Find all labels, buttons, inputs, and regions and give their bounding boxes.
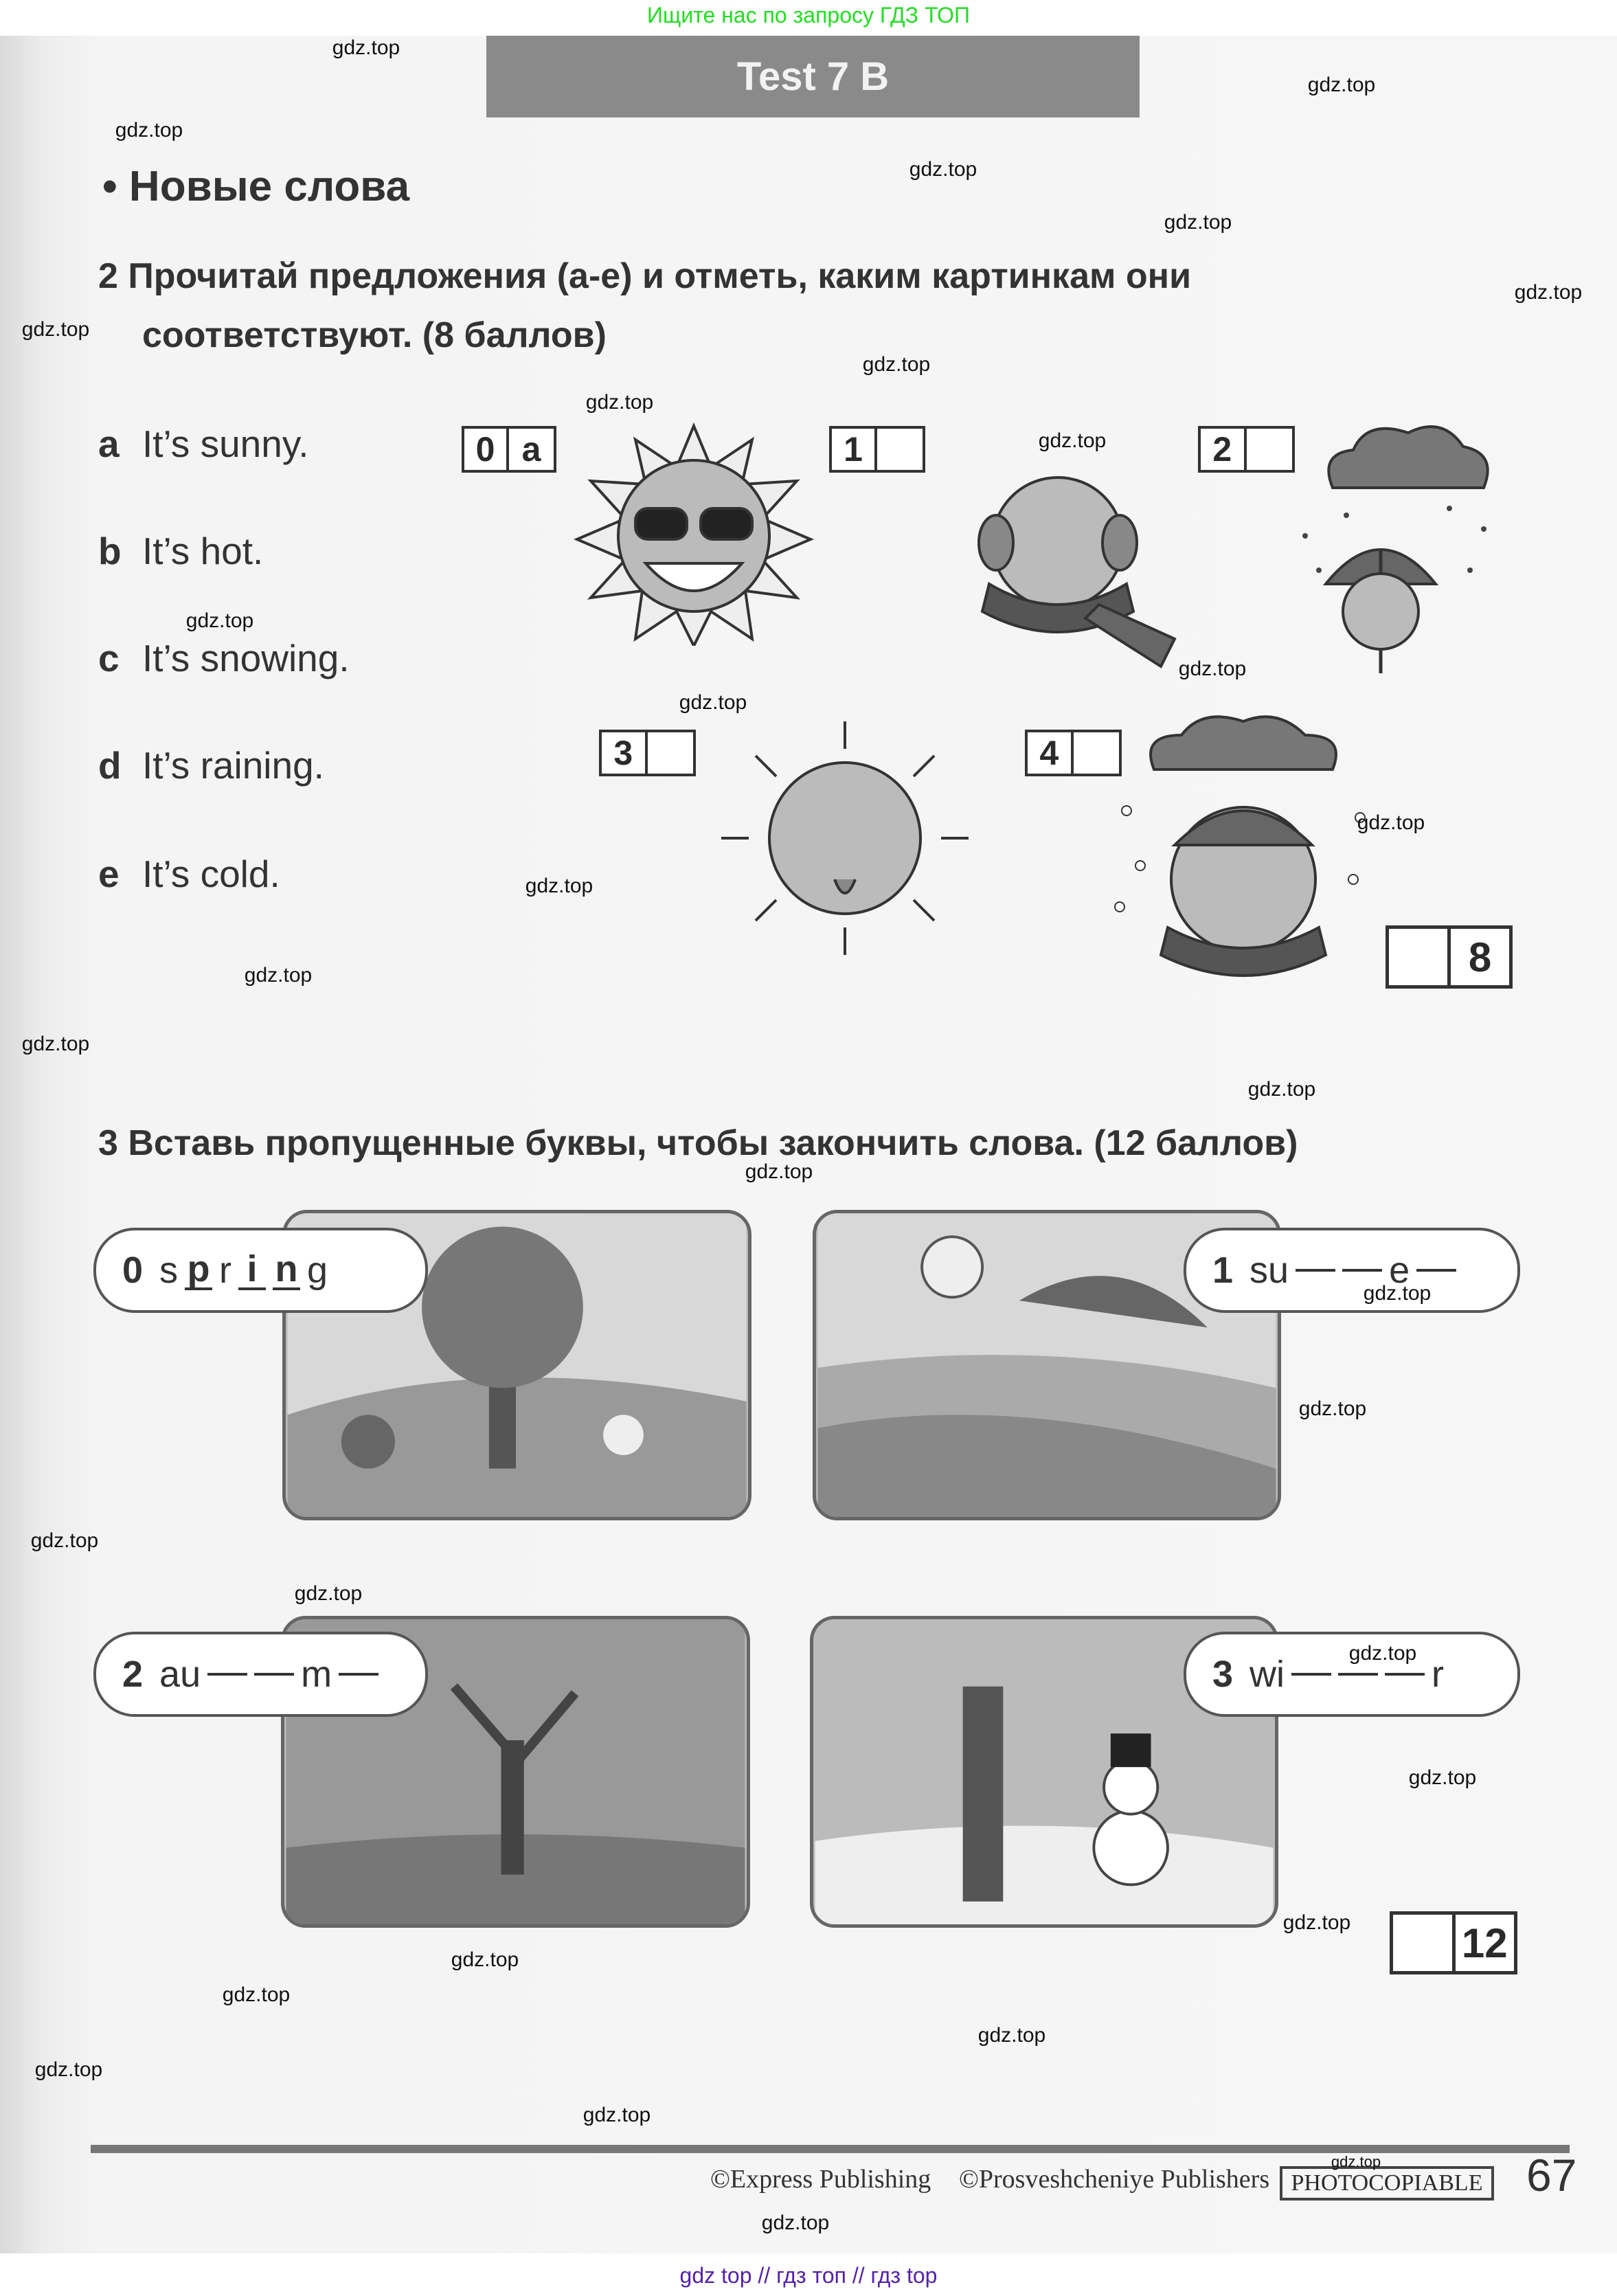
blank[interactable] [1385,1673,1425,1676]
page-number: 67 [1526,2150,1577,2201]
test-title: Test 7 B [486,36,1140,117]
box-number: 2 [1201,429,1247,470]
watermark: gdz.top [862,353,931,376]
task2-instruction-line2: соответствуют. (8 баллов) [142,315,607,355]
task3-score-box [1390,1911,1517,1974]
watermark: gdz.top [977,2024,1046,2047]
blank[interactable] [339,1673,378,1676]
snowing-face-hat-illustration [1099,708,1388,996]
word-number: 1 [1212,1250,1234,1291]
watermark: gdz.top [185,609,254,632]
box-answer[interactable] [877,429,923,470]
watermark: gdz.top [1514,281,1583,304]
watermark: gdz.top [679,691,747,714]
blank[interactable] [1291,1673,1331,1676]
watermark: gdz.top [1363,1282,1432,1305]
sentence-b [98,529,263,573]
letter: a [98,423,120,465]
watermark: gdz.top [585,391,654,414]
watermark: gdz.top [1164,211,1232,234]
sentence-text: It’s snowing. [142,637,350,679]
score-empty [1389,929,1451,985]
task2-score-box [1386,925,1513,989]
watermark: gdz.top [761,2211,830,2234]
task2-instruction-line1: 2 Прочитай предложения (a-e) и отметь, каким картинкам они [98,256,1192,296]
promo-banner[interactable]: Ищите нас по запросу ГДЗ ТОП [647,3,970,27]
word-0-spring [93,1228,428,1313]
watermark: gdz.top [1357,811,1425,834]
watermark: gdz.top [525,875,593,897]
box-number: 3 [602,732,648,774]
answer-box-3[interactable] [599,730,696,776]
watermark: gdz.top [21,318,90,341]
watermark: gdz.top [1282,1911,1351,1934]
word-number: 2 [122,1654,144,1695]
watermark: gdz.top [1038,429,1107,452]
letters: wi [1250,1654,1285,1695]
filled-blank[interactable]: n [273,1250,300,1290]
watermark: gdz.top [1331,2153,1381,2170]
blank[interactable] [1296,1269,1335,1272]
filled-blank[interactable]: i [238,1250,266,1290]
sentence-e [98,852,280,896]
task3-instruction: 3 Вставь пропущенные буквы, чтобы закончить слова. (12 баллов) [98,1123,1298,1163]
watermark: gdz.top [451,1948,519,1971]
blank[interactable] [1416,1269,1456,1272]
letter: c [98,637,120,679]
bottom-links[interactable]: gdz top // гдз топ // гдз top [679,2263,938,2288]
watermark: gdz.top [583,2104,651,2126]
letters: su [1250,1250,1289,1291]
box-answer[interactable] [648,732,694,774]
sentence-text: It’s sunny. [142,423,309,465]
letter: s [159,1250,179,1291]
letter: g [307,1250,328,1291]
word-number: 0 [122,1250,144,1291]
box-number: 0 [464,429,509,470]
blank[interactable] [1338,1673,1378,1676]
watermark: gdz.top [1408,1766,1477,1789]
watermark: gdz.top [745,1160,813,1183]
watermark: gdz.top [909,158,977,181]
footer-divider [91,2145,1570,2153]
filled-blank[interactable]: p [185,1250,212,1290]
word-1-summer [1184,1228,1520,1313]
watermark: gdz.top [30,1529,99,1552]
watermark: gdz.top [1247,1078,1316,1101]
section-heading: • Новые слова [102,163,410,210]
photocopiable-label: PHOTOCOPIABLE [1280,2166,1494,2201]
sunny-sun-sunglasses-illustration [563,419,824,646]
box-number: 1 [832,429,877,470]
sentence-a [98,422,309,466]
letter: e [98,853,120,895]
sentence-text: It’s hot. [142,530,264,572]
box-answer[interactable]: a [521,430,541,469]
watermark: gdz.top [21,1033,90,1055]
letter: r [1432,1654,1445,1695]
score-max: 8 [1468,934,1492,980]
watermark: gdz.top [1178,657,1247,680]
sentence-d [98,743,324,787]
letter: r [219,1250,232,1291]
cold-face-scarf-illustration [955,467,1188,673]
blank[interactable] [207,1673,247,1676]
answer-box-1[interactable] [829,426,925,473]
letter: d [98,744,122,787]
word-number: 3 [1212,1654,1234,1695]
blank[interactable] [1342,1269,1382,1272]
letter: e [1389,1250,1410,1291]
score-empty [1393,1915,1456,1971]
word-2-autumn [93,1632,428,1717]
watermark: gdz.top [222,1983,291,2006]
letters: au [159,1654,201,1695]
watermark: gdz.top [1348,1642,1417,1665]
watermark: gdz.top [244,964,313,987]
sentence-text: It’s cold. [142,853,280,895]
letter: m [301,1654,332,1695]
hot-sun-illustration [714,714,975,962]
watermark: gdz.top [1307,74,1376,96]
watermark: gdz.top [34,2058,103,2081]
prosveshcheniye-copyright: ©Prosveshcheniye Publishers [959,2165,1270,2194]
rain-cloud-umbrella-illustration [1278,412,1504,701]
letter: b [98,530,122,572]
watermark: gdz.top [294,1582,363,1605]
watermark: gdz.top [115,119,183,142]
score-max: 12 [1461,1920,1508,1966]
express-publishing-copyright: ©Express Publishing [710,2165,931,2194]
sentence-c [98,636,350,680]
blank[interactable] [254,1673,294,1676]
watermark: gdz.top [1298,1397,1367,1420]
watermark: gdz.top [332,36,400,59]
box-number: 4 [1028,732,1074,774]
sentence-text: It’s raining. [142,744,324,787]
answer-box-0[interactable] [462,426,556,473]
